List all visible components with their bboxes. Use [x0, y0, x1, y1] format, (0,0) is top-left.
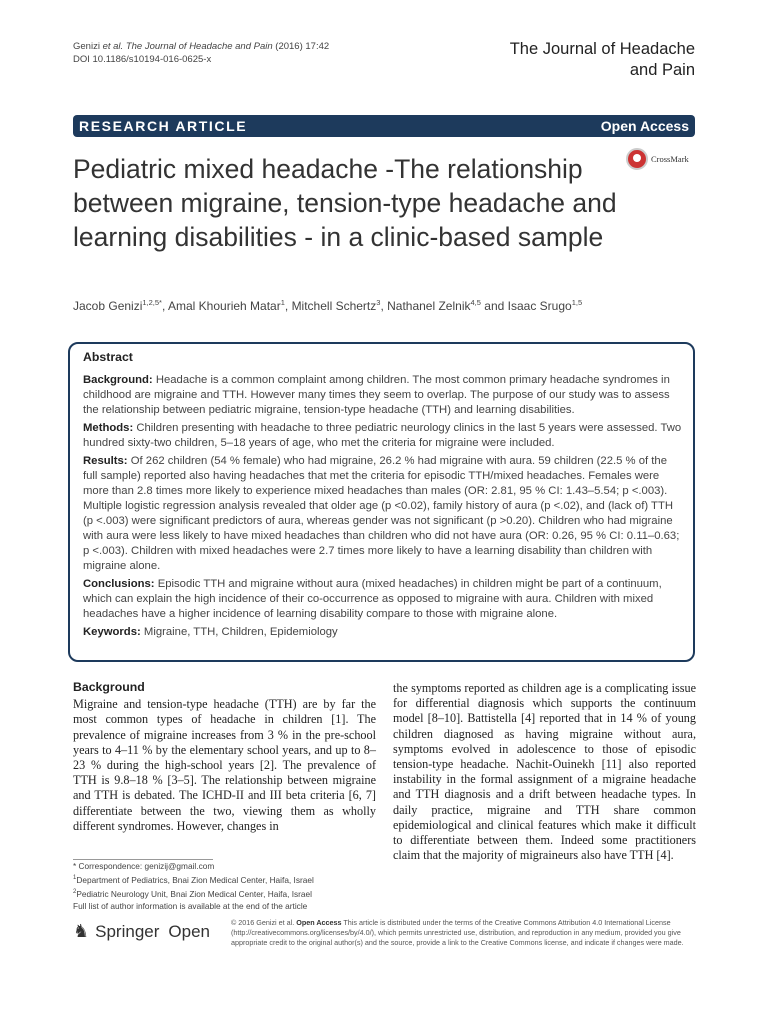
body-column-right: [393, 681, 696, 863]
citation-etal: et al.: [102, 41, 124, 52]
citation-year: (2016) 17:42: [275, 41, 330, 52]
abstract-box: [68, 342, 695, 662]
author-name[interactable]: Nathanel Zelnik: [387, 299, 471, 313]
author-list: [73, 298, 582, 313]
section-label: Keywords:: [83, 626, 141, 638]
citation-authors: Genizi: [73, 41, 100, 52]
abstract-keywords: [83, 625, 683, 640]
author-name[interactable]: Amal Khourieh Matar: [168, 299, 281, 313]
author-affiliation-marker: 4,5: [470, 298, 481, 307]
crossmark-label: CrossMark: [651, 154, 689, 164]
section-label: Conclusions:: [83, 578, 155, 590]
affiliation-2: [73, 886, 314, 900]
correspondence-email[interactable]: * Correspondence: genizij@gmail.com: [73, 861, 215, 871]
author-separator: and: [480, 299, 508, 313]
affiliation-marker: 1: [73, 875, 77, 881]
abstract-heading: Abstract: [83, 350, 133, 364]
affiliation-marker: 2: [73, 888, 77, 895]
section-text: Migraine, TTH, Children, Epidemiology: [143, 626, 338, 638]
author-separator: ,: [284, 299, 292, 313]
open-access-text: Open Access: [296, 918, 342, 927]
citation-journal: The Journal of Headache and Pain: [125, 41, 273, 52]
affiliation-text: Department of Pediatrics, Bnai Zion Medical Center, Haifa, Israel: [76, 874, 314, 885]
publisher-suffix: Open: [168, 921, 210, 941]
section-text: Headache is a common complaint among children. The most common primary headache syndromes in childhood are migraine and TTH. However many times they seem to overlap. The purpose of our study was to assess the relationship between pediatric migraine, tension-type headache (TTH) and learning disabilities.: [83, 374, 670, 416]
section-label: Methods:: [83, 422, 134, 434]
author-name[interactable]: Mitchell Schertz: [291, 299, 377, 313]
section-label: Background:: [83, 374, 153, 386]
author-affiliation-marker: 1: [280, 298, 285, 307]
article-type-banner: [73, 115, 695, 137]
body-text-right: the symptoms reported as children age is a complicating issue for differential diagnosis which supports the continuum model [8–10]. Battistella [4] reported that in 14 % of young children diagnosed as having migraine without aura, symptoms evolved in adolescence to those of episodic tension-type headache. Nachit-Ouinekh [11] also reported instability in the formal assignment of a migraine headache and TTH diagnosis and a drift between headache types. In daily practice, migraine and TTH share common epidemiological and clinical features which make it difficult to differentiate between them. Indeed some practitioners claim that the majority of migraineurs also have TTH [4].: [393, 681, 696, 863]
affiliation-1: [73, 872, 314, 886]
open-access-label: Open Access: [600, 118, 689, 134]
body-text-left: Migraine and tension-type headache (TTH) are by far the most common types of headache in children [1]. The prevalence of migraine increases from 3 % in the pre-school years to 4–11 % by the elementary school years, and up to 8–23 % during the high-school years [2]. The prevalence of TTH is 9.8–18 % [3–5]. The relationship between migraine and TTH is debated. The ICHD-II and III beta criteria [6, 7] differentiate between the two, viewing them as wholly different syndromes. However, changes in: [73, 697, 376, 833]
abstract-conclusions: [83, 577, 683, 622]
publisher-name: Springer: [95, 921, 160, 941]
author-name[interactable]: Isaac Srugo: [507, 299, 572, 313]
abstract-background: [83, 373, 683, 418]
doi-link[interactable]: DOI 10.1186/s10194-016-0625-x: [73, 54, 212, 65]
section-text: Children presenting with headache to three pediatric neurology clinics in the last 5 years were assessed. Two hundred sixty-two children, 5–18 years of age, who met the criteria for migraine were included.: [83, 422, 682, 449]
affiliation-text: Pediatric Neurology Unit, Bnai Zion Medical Center, Haifa, Israel: [76, 888, 312, 899]
section-text: Of 262 children (54 % female) who had migraine, 26.2 % had migraine with aura. 59 children (22.5 % of the full sample) reported also having headaches that met the criteria for episodic TTH/mixed headaches. Females were more than 2.8 times more likely to experience mixed headaches than males (OR: 2.81, 95 % CI: 1.43–5.54; p <.003). Multiple logistic regression analysis revealed that older age (p <0.02), family history of aura (p <.02), and (lack of) TTH (p <.003) were significant predictors of aura, whereas gender was not significant (p >0.20). Children who had migraine with aura were less likely to have mixed headaches than children who did not have aura (OR: 0.26, 95 % CI: 0.11–0.63; p <.003). Children with mixed headaches were 2.7 times more likely to have a learning disability than children with migraine alone.: [83, 455, 680, 572]
author-affiliation-marker: 1,2,5*: [142, 298, 162, 307]
section-heading-background: Background: [73, 680, 145, 694]
license-statement: [231, 918, 696, 948]
author-name[interactable]: Jacob Genizi: [73, 299, 143, 313]
journal-name-line1: The Journal of Headache: [509, 40, 695, 58]
author-affiliation-marker: 1,5: [571, 298, 583, 307]
journal-name: [510, 39, 695, 81]
section-label: Results:: [83, 455, 128, 467]
author-info-note: Full list of author information is available at the end of the article: [73, 900, 308, 911]
abstract-results: [83, 454, 683, 574]
journal-name-line2: and Pain: [629, 61, 695, 79]
license-text: This article is distributed under the terms of the Creative Commons Attribution 4.0 International License (http://creativecommons.org/licenses/by/4.0/), which permits unrestricted use, distribution, and reproduction in any medium, provided you give appropriate credit to the original author(s) and the source, provide a link to the Creative Commons license, and indicate if changes were made.: [231, 918, 684, 947]
author-affiliation-marker: 3: [376, 298, 381, 307]
body-column-left: [73, 680, 376, 834]
author-separator: ,: [380, 299, 388, 313]
springer-open-logo[interactable]: [73, 921, 210, 942]
crossmark-badge[interactable]: [626, 148, 689, 170]
footnotes: [73, 860, 314, 912]
section-text: Episodic TTH and migraine without aura (mixed headaches) in children might be part of a continuum, which can explain the high incidence of their co-occurrence as opposed to migraine with aura. Children with mixed headaches have a higher incidence of learning disability compare to those with migraine alone.: [83, 578, 662, 620]
crossmark-icon: [626, 148, 648, 170]
copyright-text: © 2016 Genizi et al.: [231, 918, 295, 927]
article-title: Pediatric mixed headache -The relationship between migraine, tension-type headache and learning disabilities - in a clinic-based sample: [73, 154, 617, 252]
article-type-label: RESEARCH ARTICLE: [79, 118, 248, 134]
author-separator: ,: [161, 299, 168, 313]
abstract-methods: [83, 421, 683, 451]
citation-header: [73, 40, 329, 66]
springer-horse-icon: ♞: [73, 921, 90, 941]
